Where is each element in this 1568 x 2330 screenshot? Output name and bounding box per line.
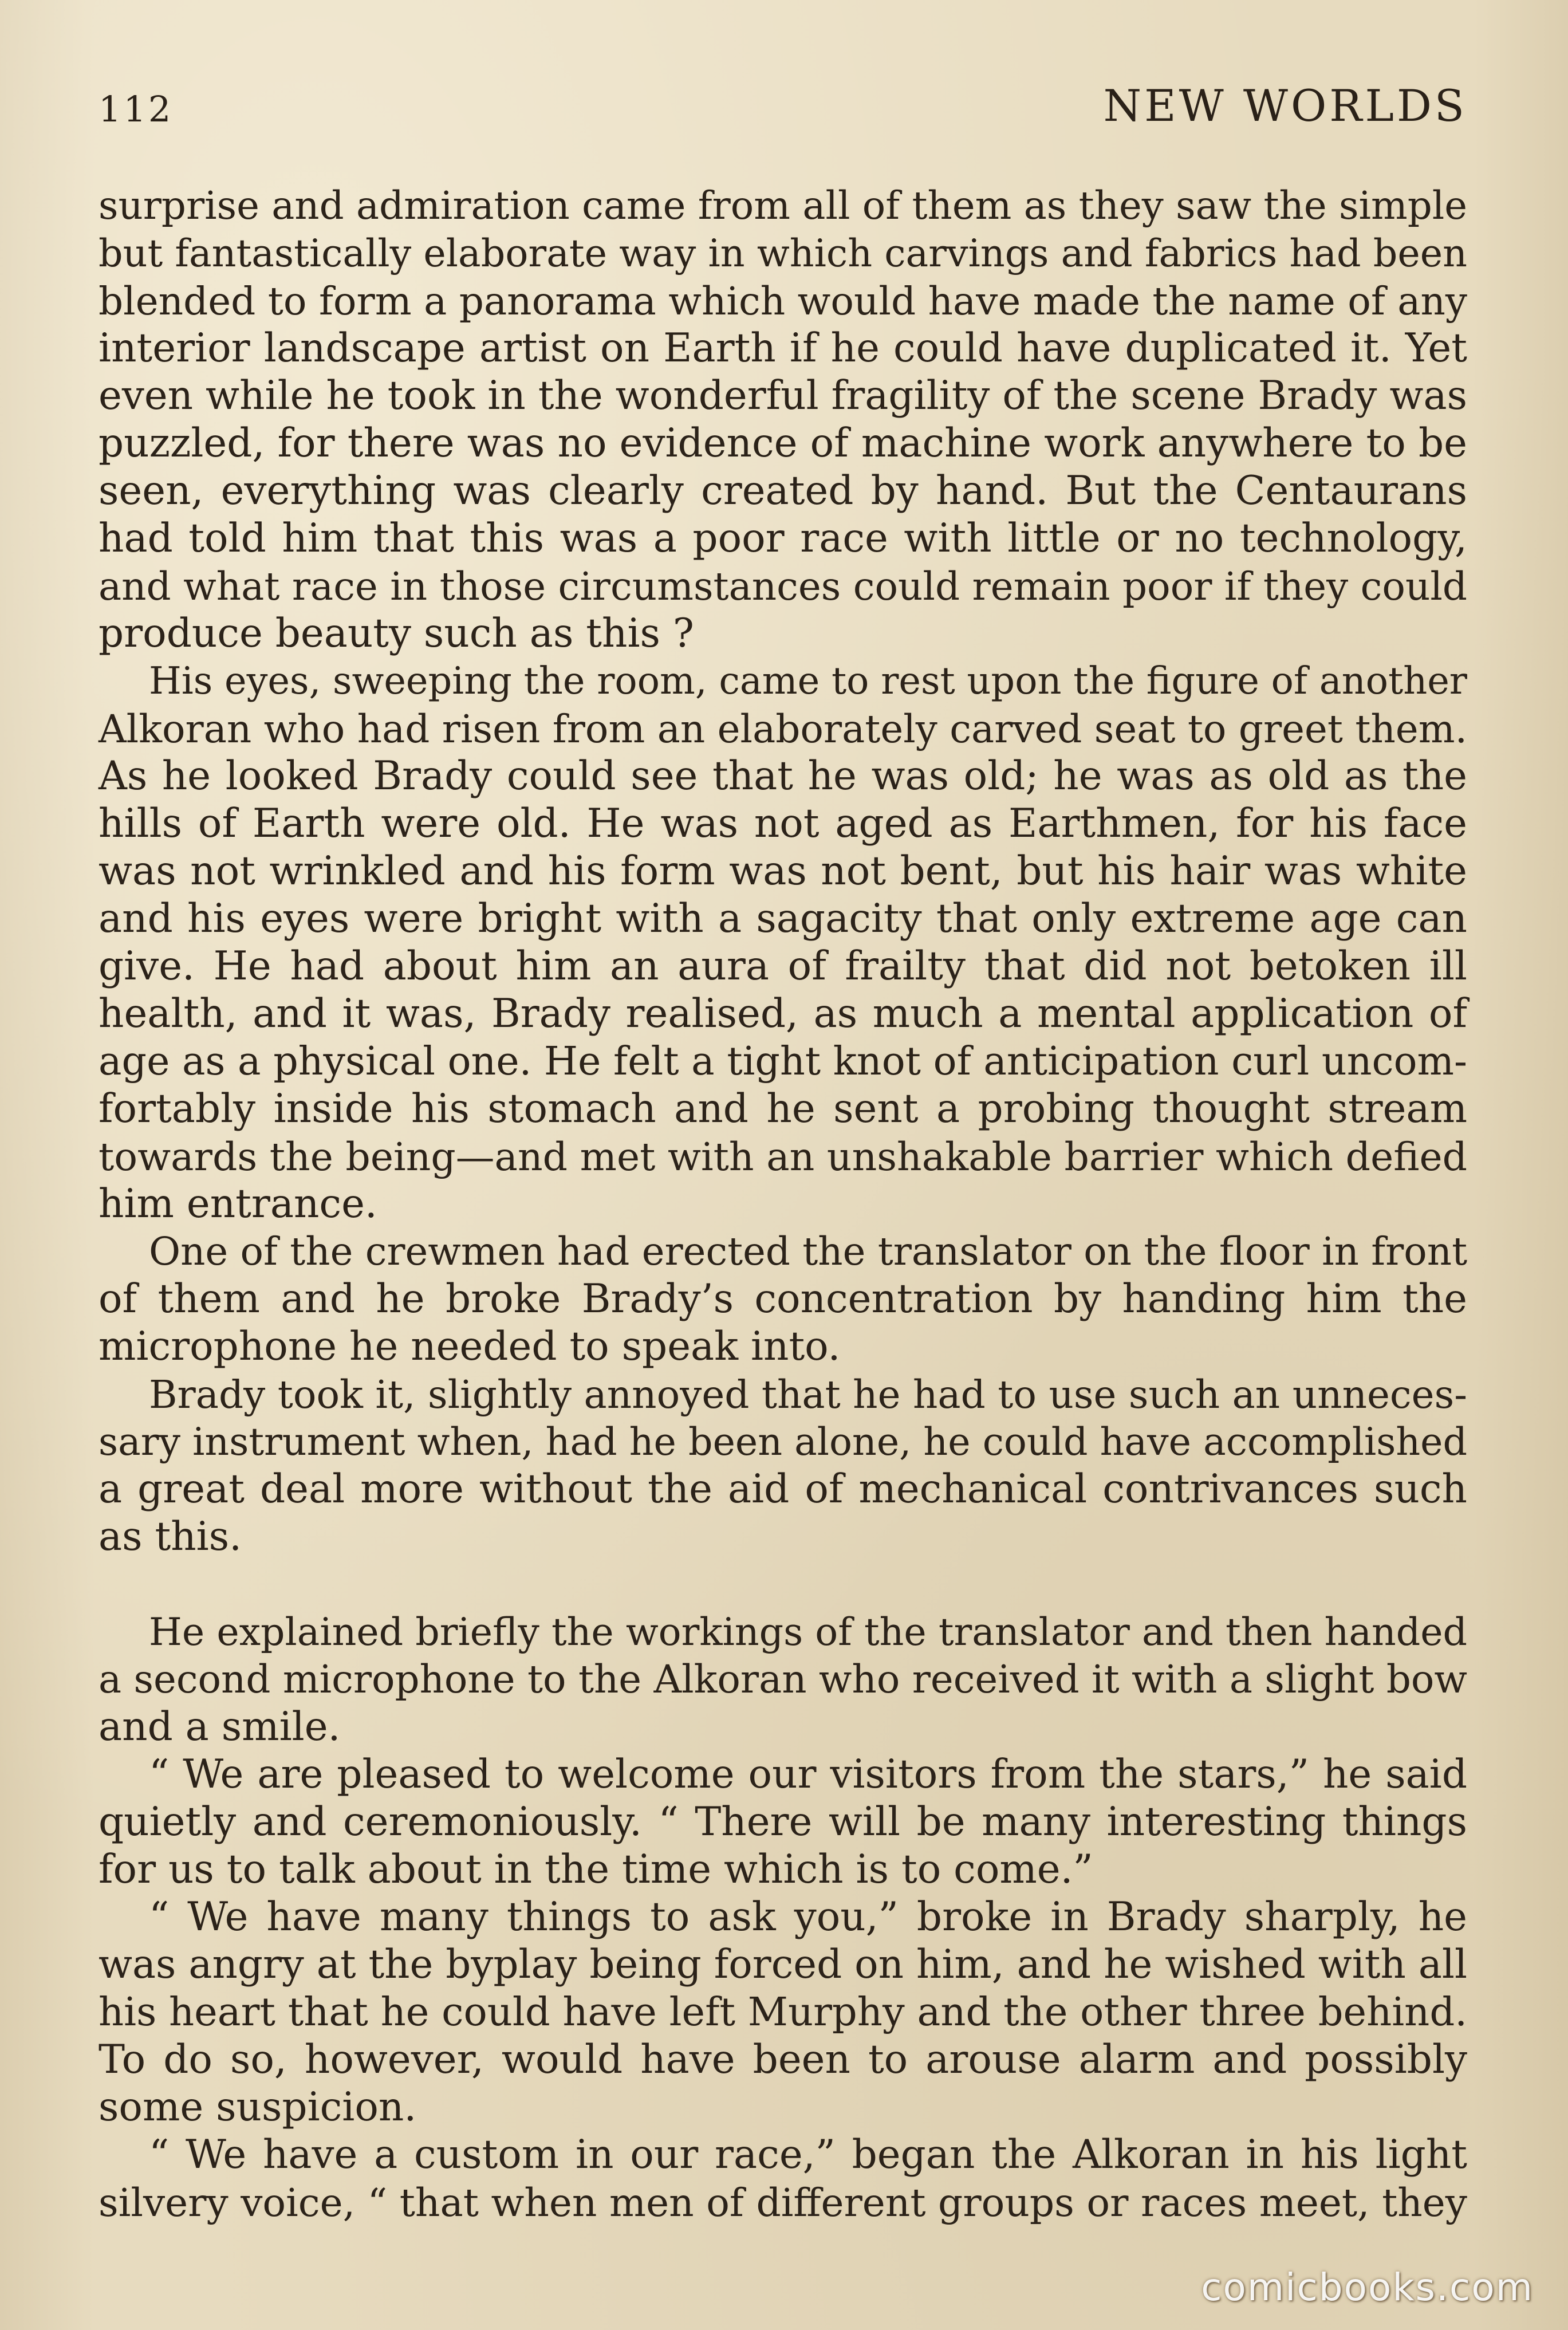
text-line: age as a physical one. He felt a tight knot of anticipation curl uncom- bbox=[99, 1039, 1467, 1084]
paragraph bbox=[99, 1371, 1467, 1561]
text-line: give. He had about him an aura of frailty that did not betoken ill bbox=[99, 943, 1467, 989]
text-line: health, and it was, Brady realised, as much a mental application of bbox=[99, 991, 1467, 1037]
text-line: Brady took it, slightly annoyed that he had to use such an unneces- bbox=[149, 1372, 1467, 1417]
text-line: He explained briefly the workings of the translator and then handed bbox=[149, 1609, 1467, 1654]
page-number: 112 bbox=[99, 88, 174, 130]
text-line: “ We have a custom in our race,” began the Alkoran in his light bbox=[149, 2132, 1467, 2178]
text-line: for us to talk about in the time which is to come.” bbox=[99, 1847, 1093, 1892]
section-break bbox=[99, 1561, 1467, 1608]
text-line: was angry at the byplay being forced on him, and he wished with all bbox=[99, 1942, 1467, 1987]
paragraph bbox=[99, 1608, 1467, 1751]
text-line: was not wrinkled and his form was not bent, but his hair was white bbox=[99, 848, 1467, 894]
body-text bbox=[99, 182, 1467, 2226]
text-line: some suspicion. bbox=[99, 2084, 417, 2130]
text-line: His eyes, sweeping the room, came to rest upon the figure of another bbox=[149, 659, 1467, 703]
text-line: hills of Earth were old. He was not aged as Earthmen, for his face bbox=[99, 801, 1467, 847]
text-line: As he looked Brady could see that he was old; he was as old as the bbox=[99, 753, 1467, 799]
text-line: towards the being—and met with an unshakable barrier which defied bbox=[99, 1134, 1467, 1179]
text-line: To do so, however, would have been to arouse alarm and possibly bbox=[99, 2037, 1467, 2083]
text-line: Alkoran who had risen from an elaborately carved seat to greet them. bbox=[99, 706, 1467, 751]
text-line: fortably inside his stomach and he sent a probing thought stream bbox=[99, 1086, 1467, 1132]
text-line: as this. bbox=[99, 1514, 242, 1560]
text-line: puzzled, for there was no evidence of machine work anywhere to be bbox=[99, 420, 1467, 466]
paragraph bbox=[99, 182, 1467, 658]
text-line: “ We are pleased to welcome our visitors from the stars,” he said bbox=[149, 1752, 1467, 1797]
text-line: blended to form a panorama which would have made the name of any bbox=[99, 278, 1467, 324]
text-line: One of the crewmen had erected the translator on the floor in front bbox=[149, 1229, 1468, 1274]
paragraph bbox=[99, 1751, 1467, 1894]
text-line: of them and he broke Brady’s concentration by handing him the bbox=[99, 1276, 1467, 1322]
running-head bbox=[99, 80, 1467, 143]
paragraph bbox=[99, 658, 1467, 1228]
paragraph bbox=[99, 1894, 1467, 2131]
paragraph bbox=[99, 1228, 1467, 1371]
text-line: surprise and admiration came from all of them as they saw the simple bbox=[99, 183, 1468, 228]
text-line: had told him that this was a poor race with little or no technology, bbox=[99, 515, 1467, 561]
text-line: even while he took in the wonderful fragility of the scene Brady was bbox=[99, 373, 1467, 419]
text-line: seen, everything was clearly created by hand. But the Centaurans bbox=[99, 468, 1467, 514]
text-line: him entrance. bbox=[99, 1181, 377, 1227]
text-line: his heart that he could have left Murphy and the other three behind. bbox=[99, 1989, 1467, 2035]
text-line: a second microphone to the Alkoran who received it with a slight bow bbox=[99, 1657, 1467, 1702]
text-line: and his eyes were bright with a sagacity that only extreme age can bbox=[99, 896, 1467, 942]
text-line: sary instrument when, had he been alone, he could have accomplished bbox=[99, 1419, 1467, 1464]
text-line: “ We have many things to ask you,” broke in Brady sharply, he bbox=[149, 1894, 1467, 1940]
text-line: and a smile. bbox=[99, 1704, 341, 1750]
text-line: interior landscape artist on Earth if he could have duplicated it. Yet bbox=[99, 325, 1467, 371]
text-line: silvery voice, “ that when men of different groups or races meet, they bbox=[99, 2180, 1467, 2225]
text-line: and what race in those circumstances could remain poor if they could bbox=[99, 564, 1467, 609]
text-line: but fantastically elaborate way in which carvings and fabrics had been bbox=[99, 231, 1467, 275]
paragraph bbox=[99, 2131, 1467, 2226]
text-line: microphone he needed to speak into. bbox=[99, 1324, 841, 1369]
text-line: produce beauty such as this ? bbox=[99, 611, 694, 656]
magazine-title: NEW WORLDS bbox=[1103, 80, 1467, 131]
text-line: a great deal more without the aid of mechanical contrivances such bbox=[99, 1466, 1467, 1512]
watermark: comicbooks.com bbox=[1201, 2265, 1534, 2309]
text-line: quietly and ceremoniously. “ There will be many interesting things bbox=[99, 1799, 1467, 1845]
